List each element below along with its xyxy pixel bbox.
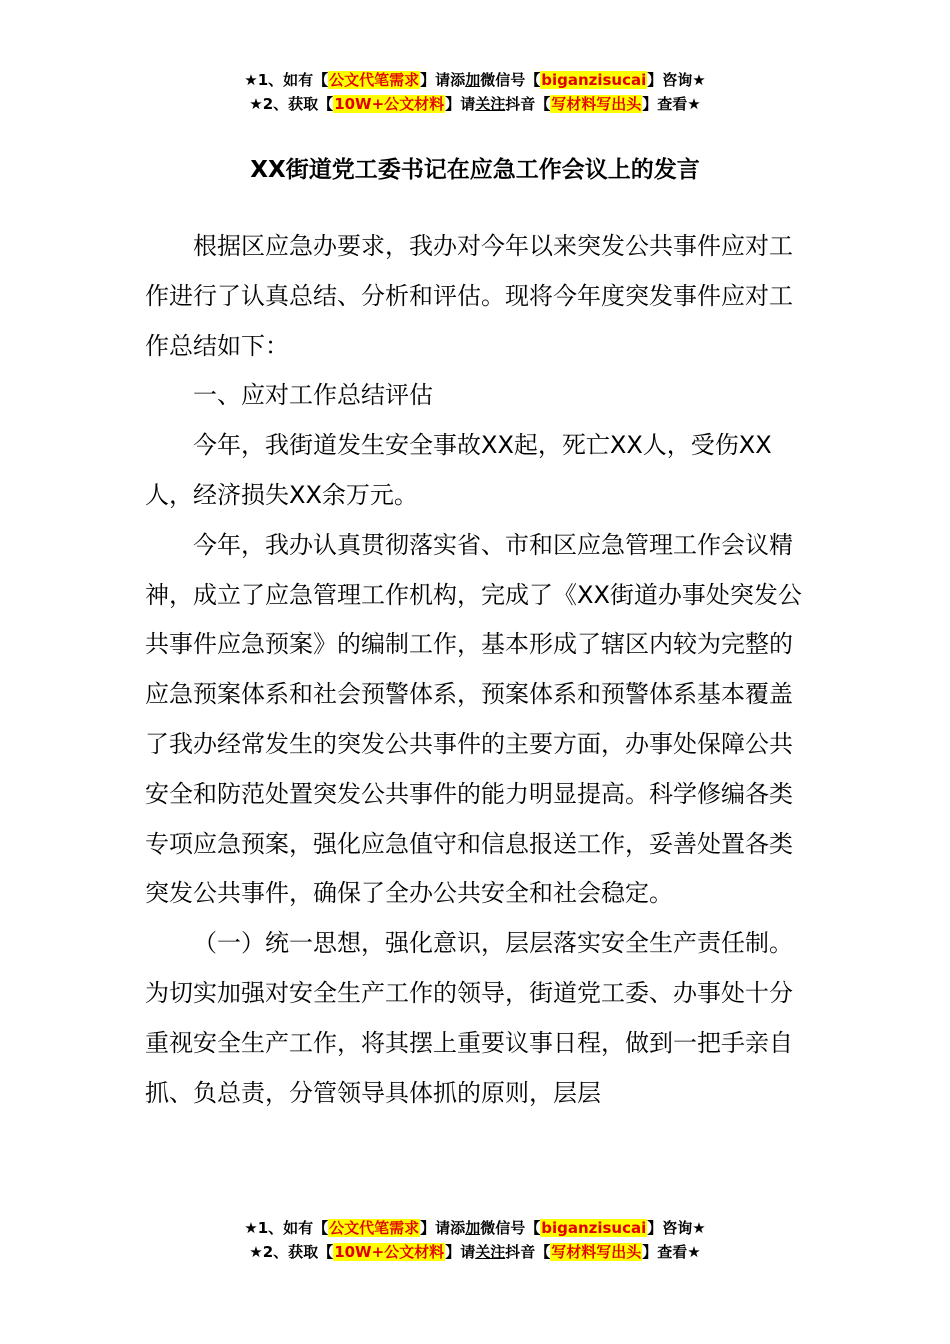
promo-banner-bottom [0,1216,950,1264]
paragraph-statistics: 今年，我街道发生安全事故XX起，死亡XX人，受伤XX人，经济损失XX余万元。 [145,431,772,509]
promo-emphasis: 关注 [475,1243,506,1261]
promo-text: ★2、获取【 [249,95,334,113]
document-body [145,222,805,1118]
highlight-service: 公文代笔需求 [329,71,420,89]
promo-text: ★1、如有【 [244,1219,329,1237]
document-title: XX街道党工委书记在应急工作会议上的发言 [250,157,700,183]
section-heading: 一、应对工作总结评估 [193,381,433,410]
highlight-materials: 10W+公文材料 [334,1243,445,1261]
promo-emphasis: 加 [465,1219,481,1237]
promo-text: 抖音【 [505,95,551,113]
promo-line-2 [0,92,950,116]
promo-emphasis: 加 [465,71,481,89]
highlight-wechat-id: biganzisucai [541,71,647,89]
highlight-wechat-id: biganzisucai [541,1219,647,1237]
promo-text: 】请添 [420,1219,466,1237]
promo-text: 】请 [445,95,476,113]
promo-banner-top [0,68,950,116]
promo-text: ★2、获取【 [249,1243,334,1261]
promo-text: 】查看★ [642,1243,701,1261]
promo-text: 】请 [445,1243,476,1261]
highlight-materials: 10W+公文材料 [334,95,445,113]
highlight-douyin-account: 写材料写出头 [551,1243,642,1261]
promo-emphasis: 关注 [475,95,506,113]
promo-text: 微信号【 [480,1219,541,1237]
promo-line-1 [0,68,950,92]
promo-line-2 [0,1240,950,1264]
promo-text: 】查看★ [642,95,701,113]
paragraph-subsection-1: （一）统一思想，强化意识，层层落实安全生产责任制。为切实加强对安全生产工作的领导，街道党工委、办事处十分重视安全生产工作，将其摆上重要议事日程，做到一把手亲自抓、负总责，分管领导具体抓的原则，层层 [145,929,793,1107]
paragraph-summary: 今年，我办认真贯彻落实省、市和区应急管理工作会议精神，成立了应急管理工作机构，完成了《XX街道办事处突发公共事件应急预案》的编制工作，基本形成了辖区内较为完整的应急预案体系和社会预警体系，预案体系和预警体系基本覆盖了我办经常发生的突发公共事件的主要方面，办事处保障公共安全和防范处置突发公共事件的能力明显提高。科学修编各类专项应急预案，强化应急值守和信息报送工作，妥善处置各类突发公共事件，确保了全办公共安全和社会稳定。 [145,530,802,908]
promo-text: 微信号【 [480,71,541,89]
highlight-douyin-account: 写材料写出头 [551,95,642,113]
paragraph-intro: 根据区应急办要求，我办对今年以来突发公共事件应对工作进行了认真总结、分析和评估。现将今年度突发事件应对工作总结如下： [145,232,793,360]
promo-text: 】请添 [420,71,466,89]
promo-line-1 [0,1216,950,1240]
promo-text: 】咨询★ [647,71,706,89]
promo-text: 】咨询★ [647,1219,706,1237]
promo-text: 抖音【 [505,1243,551,1261]
highlight-service: 公文代笔需求 [329,1219,420,1237]
promo-text: ★1、如有【 [244,71,329,89]
